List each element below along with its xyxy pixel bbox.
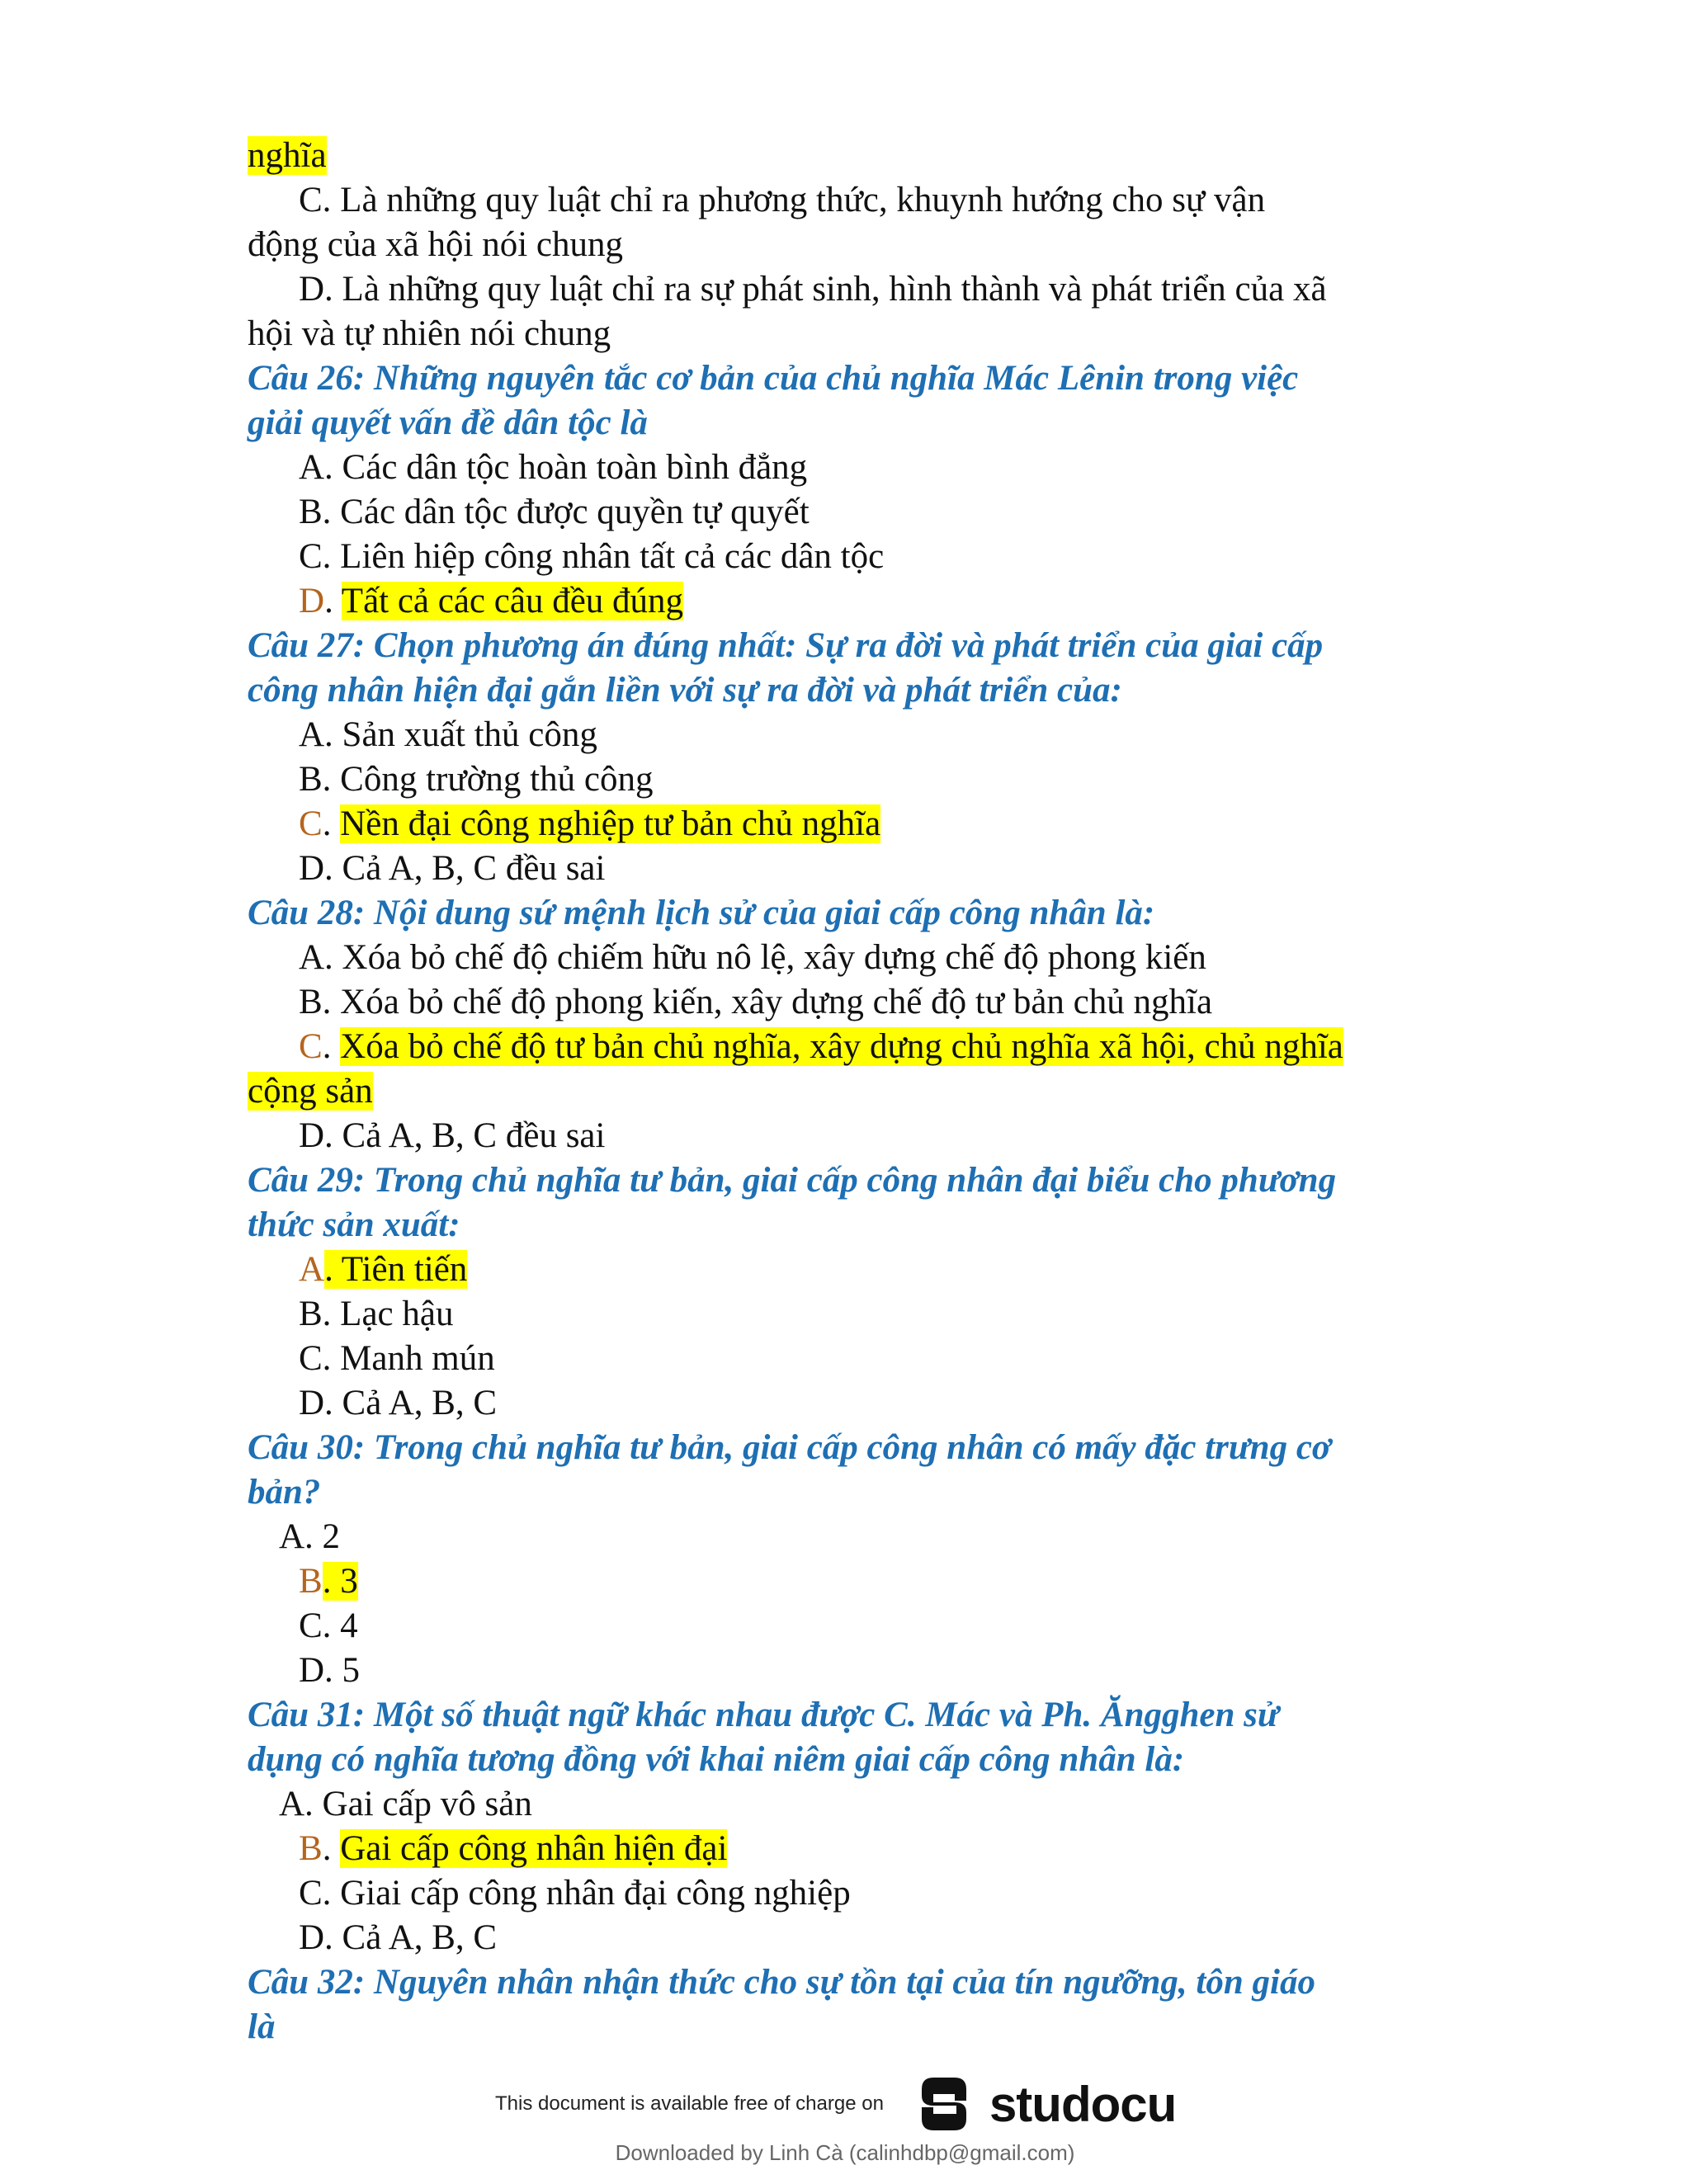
q31-option-c: C. Giai cấp công nhân đại công nghiệp bbox=[299, 1874, 851, 1913]
prev-option-d-line2: hội và tự nhiên nói chung bbox=[248, 314, 611, 353]
q29-option-a-correct: A. Tiên tiến bbox=[299, 1250, 468, 1289]
q29-option-b: B. Lạc hậu bbox=[299, 1295, 454, 1333]
q28-option-c-continuation: cộng sản bbox=[248, 1072, 373, 1111]
question-32-line2: là bbox=[248, 2007, 276, 2046]
question-30-line2: bản? bbox=[248, 1473, 321, 1512]
question-29-line2: thức sản xuất: bbox=[248, 1205, 460, 1244]
q27-option-b: B. Công trường thủ công bbox=[299, 760, 654, 799]
availability-text: This document is available free of charge on bbox=[495, 2092, 884, 2115]
question-28-line1: Câu 28: Nội dung sứ mệnh lịch sử của giai cấp công nhân là: bbox=[248, 894, 1155, 932]
q27-option-d: D. Cả A, B, C đều sai bbox=[299, 849, 606, 888]
q28-option-a: A. Xóa bỏ chế độ chiếm hữu nô lệ, xây dựng chế độ phong kiến bbox=[299, 938, 1206, 977]
download-attribution: Downloaded by Linh Cà (calinhdbp@gmail.com) bbox=[615, 2140, 1075, 2165]
q26-option-c: C. Liên hiệp công nhân tất cả các dân tộc bbox=[299, 537, 885, 576]
studocu-footer bbox=[495, 2076, 1177, 2132]
question-27-line2: công nhân hiện đại gắn liền với sự ra đời và phát triển của: bbox=[248, 671, 1122, 710]
studocu-logo-icon[interactable] bbox=[917, 2071, 983, 2137]
q28-option-d: D. Cả A, B, C đều sai bbox=[299, 1116, 606, 1155]
question-31-line1: Câu 31: Một số thuật ngữ khác nhau được C. Mác và Ph. Ăngghen sử bbox=[248, 1696, 1279, 1734]
q26-option-a: A. Các dân tộc hoàn toàn bình đẳng bbox=[299, 448, 808, 487]
question-26-line1: Câu 26: Những nguyên tắc cơ bản của chủ nghĩa Mác Lênin trong việc bbox=[248, 359, 1299, 398]
q30-option-c: C. 4 bbox=[299, 1606, 358, 1645]
document-body bbox=[248, 134, 1452, 2050]
question-30-line1: Câu 30: Trong chủ nghĩa tư bản, giai cấp công nhân có mấy đặc trưng cơ bbox=[248, 1428, 1331, 1467]
question-29-line1: Câu 29: Trong chủ nghĩa tư bản, giai cấp công nhân đại biểu cho phương bbox=[248, 1161, 1337, 1200]
prev-option-c-line2: động của xã hội nói chung bbox=[248, 225, 623, 264]
q29-option-d: D. Cả A, B, C bbox=[299, 1384, 498, 1422]
prev-answer-tail: nghĩa bbox=[248, 136, 327, 175]
q30-option-a: A. 2 bbox=[279, 1517, 341, 1556]
q26-option-b: B. Các dân tộc được quyền tự quyết bbox=[299, 493, 810, 531]
q30-option-b-correct: B. 3 bbox=[299, 1562, 358, 1601]
q27-option-a: A. Sản xuất thủ công bbox=[299, 715, 597, 754]
prev-option-c-line1: C. Là những quy luật chỉ ra phương thức, khuynh hướng cho sự vận bbox=[299, 181, 1266, 219]
q31-option-a: A. Gai cấp vô sản bbox=[279, 1785, 532, 1823]
q31-option-d: D. Cả A, B, C bbox=[299, 1918, 498, 1957]
q29-option-c: C. Manh mún bbox=[299, 1339, 495, 1378]
q28-option-c-correct: C. Xóa bỏ chế độ tư bản chủ nghĩa, xây dựng chủ nghĩa xã hội, chủ nghĩa bbox=[299, 1027, 1343, 1066]
q28-option-b: B. Xóa bỏ chế độ phong kiến, xây dựng chế độ tư bản chủ nghĩa bbox=[299, 983, 1213, 1021]
q26-option-d-correct: D. Tất cả các câu đều đúng bbox=[299, 582, 684, 620]
question-32-line1: Câu 32: Nguyên nhân nhận thức cho sự tồn tại của tín ngưỡng, tôn giáo bbox=[248, 1963, 1315, 2002]
question-26-line2: giải quyết vấn đề dân tộc là bbox=[248, 403, 648, 442]
q31-option-b-correct: B. Gai cấp công nhân hiện đại bbox=[299, 1829, 728, 1868]
studocu-brand[interactable]: studocu bbox=[989, 2076, 1177, 2132]
q27-option-c-correct: C. Nền đại công nghiệp tư bản chủ nghĩa bbox=[299, 804, 881, 843]
question-31-line2: dụng có nghĩa tương đồng với khai niêm giai cấp công nhân là: bbox=[248, 1740, 1185, 1779]
question-27-line1: Câu 27: Chọn phương án đúng nhất: Sự ra đời và phát triển của giai cấp bbox=[248, 626, 1324, 665]
q30-option-d: D. 5 bbox=[299, 1651, 361, 1690]
prev-option-d-line1: D. Là những quy luật chỉ ra sự phát sinh, hình thành và phát triển của xã bbox=[299, 270, 1327, 309]
